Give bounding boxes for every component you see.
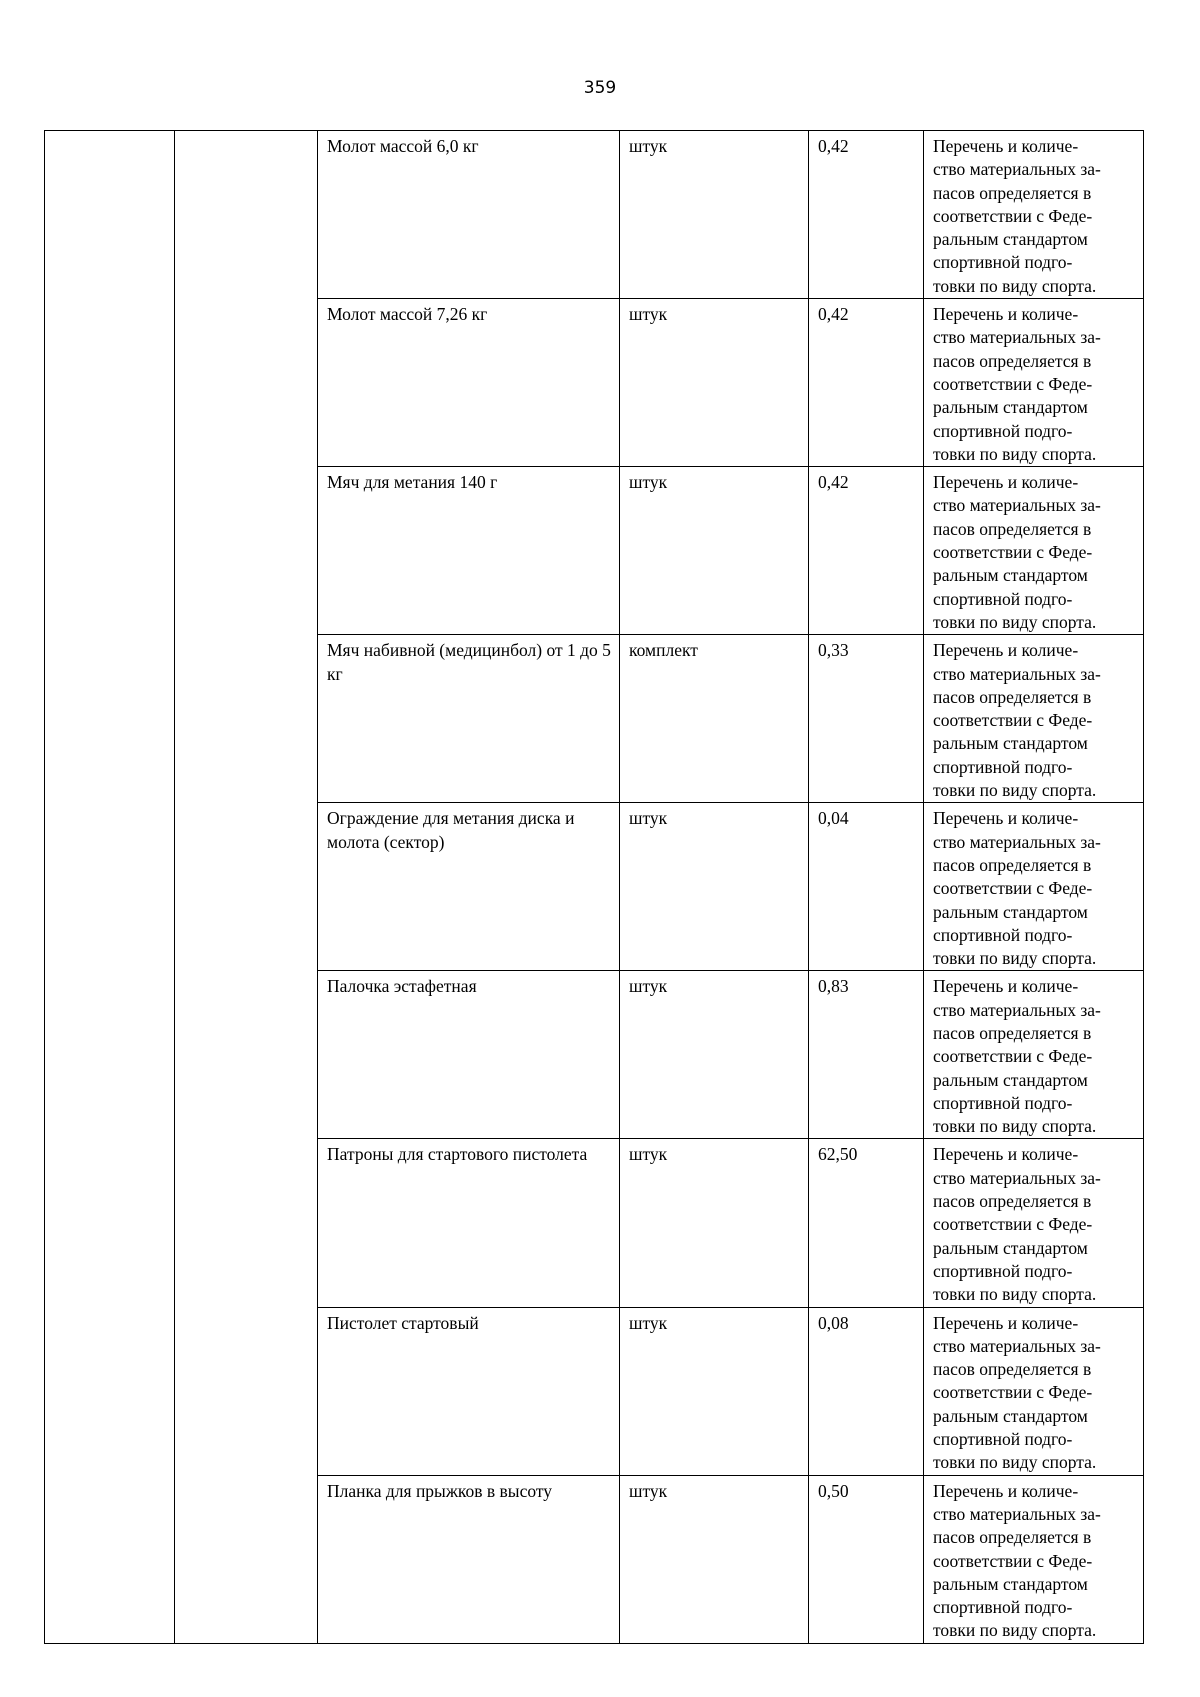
- note-line: товки по виду спорта.: [933, 443, 1097, 464]
- cell-item-name: Палочка эстафетная: [318, 971, 620, 1139]
- merged-cell-column-2: [175, 131, 318, 1644]
- note-line: Перечень и количе-: [933, 304, 1079, 325]
- note-line: Перечень и количе-: [933, 976, 1079, 997]
- note-line: пасов определяется в: [933, 854, 1092, 875]
- note-line: ральным стандартом: [933, 397, 1088, 418]
- note-line: пасов определяется в: [933, 1022, 1092, 1043]
- note-line: ство материальных за-: [933, 159, 1101, 180]
- cell-note: [924, 1139, 1144, 1307]
- cell-note: [924, 803, 1144, 971]
- cell-unit: штук: [620, 1307, 809, 1475]
- note-line: ральным стандартом: [933, 1405, 1088, 1426]
- cell-note: [924, 635, 1144, 803]
- cell-unit: штук: [620, 1475, 809, 1643]
- note-line: Перечень и количе-: [933, 472, 1079, 493]
- cell-unit: штук: [620, 803, 809, 971]
- cell-item-name: Ограждение для метания диска и молота (сектор): [318, 803, 620, 971]
- cell-quantity: 0,33: [809, 635, 924, 803]
- cell-unit: комплект: [620, 635, 809, 803]
- cell-note: [924, 971, 1144, 1139]
- note-line: соответствии с Феде-: [933, 542, 1093, 563]
- note-line: Перечень и количе-: [933, 640, 1079, 661]
- note-line: товки по виду спорта.: [933, 1452, 1097, 1473]
- note-line: пасов определяется в: [933, 182, 1092, 203]
- cell-quantity: 62,50: [809, 1139, 924, 1307]
- note-line: товки по виду спорта.: [933, 780, 1097, 801]
- cell-note: [924, 467, 1144, 635]
- cell-item-name: Молот массой 7,26 кг: [318, 299, 620, 467]
- cell-note: [924, 1475, 1144, 1643]
- note-line: соответствии с Феде-: [933, 1550, 1093, 1571]
- note-line: спортивной подго-: [933, 1260, 1073, 1281]
- note-line: ральным стандартом: [933, 1237, 1088, 1258]
- note-line: ство материальных за-: [933, 1335, 1101, 1356]
- note-line: пасов определяется в: [933, 350, 1092, 371]
- cell-unit: штук: [620, 131, 809, 299]
- note-line: товки по виду спорта.: [933, 275, 1097, 296]
- note-line: соответствии с Феде-: [933, 710, 1093, 731]
- cell-item-name: Мяч для метания 140 г: [318, 467, 620, 635]
- note-line: товки по виду спорта.: [933, 1620, 1097, 1641]
- note-line: соответствии с Феде-: [933, 878, 1093, 899]
- cell-item-name: Пистолет стартовый: [318, 1307, 620, 1475]
- cell-quantity: 0,42: [809, 299, 924, 467]
- table-row: [45, 131, 1144, 299]
- note-line: соответствии с Феде-: [933, 373, 1093, 394]
- cell-item-name: Молот массой 6,0 кг: [318, 131, 620, 299]
- note-line: соответствии с Феде-: [933, 1046, 1093, 1067]
- note-line: пасов определяется в: [933, 1191, 1092, 1212]
- cell-quantity: 0,42: [809, 467, 924, 635]
- cell-quantity: 0,83: [809, 971, 924, 1139]
- cell-quantity: 0,08: [809, 1307, 924, 1475]
- note-line: спортивной подго-: [933, 1092, 1073, 1113]
- note-line: ство материальных за-: [933, 1167, 1101, 1188]
- note-line: спортивной подго-: [933, 756, 1073, 777]
- note-line: соответствии с Феде-: [933, 1382, 1093, 1403]
- note-line: ральным стандартом: [933, 229, 1088, 250]
- cell-quantity: 0,42: [809, 131, 924, 299]
- note-line: пасов определяется в: [933, 518, 1092, 539]
- note-line: спортивной подго-: [933, 420, 1073, 441]
- note-line: пасов определяется в: [933, 1359, 1092, 1380]
- note-line: пасов определяется в: [933, 686, 1092, 707]
- note-line: ство материальных за-: [933, 1503, 1101, 1524]
- note-line: ральным стандартом: [933, 1069, 1088, 1090]
- note-line: Перечень и количе-: [933, 136, 1079, 156]
- note-line: спортивной подго-: [933, 1597, 1073, 1618]
- merged-cell-column-1: [45, 131, 175, 1644]
- page-number: 359: [583, 78, 617, 98]
- note-line: ральным стандартом: [933, 901, 1088, 922]
- note-line: соответствии с Феде-: [933, 1214, 1093, 1235]
- note-line: ральным стандартом: [933, 565, 1088, 586]
- note-line: Перечень и количе-: [933, 1144, 1079, 1165]
- note-line: ральным стандартом: [933, 733, 1088, 754]
- table-body: [45, 131, 1144, 1644]
- cell-quantity: 0,04: [809, 803, 924, 971]
- note-line: Перечень и количе-: [933, 1480, 1079, 1501]
- note-line: товки по виду спорта.: [933, 611, 1097, 632]
- note-line: спортивной подго-: [933, 1429, 1073, 1450]
- note-line: ство материальных за-: [933, 327, 1101, 348]
- note-line: спортивной подго-: [933, 924, 1073, 945]
- cell-unit: штук: [620, 299, 809, 467]
- cell-unit: штук: [620, 467, 809, 635]
- cell-note: [924, 131, 1144, 299]
- note-line: Перечень и количе-: [933, 808, 1079, 829]
- cell-item-name: Мяч набивной (медицинбол) от 1 до 5 кг: [318, 635, 620, 803]
- note-line: пасов определяется в: [933, 1527, 1092, 1548]
- note-line: ство материальных за-: [933, 663, 1101, 684]
- cell-item-name: Планка для прыжков в высоту: [318, 1475, 620, 1643]
- cell-quantity: 0,50: [809, 1475, 924, 1643]
- cell-note: [924, 299, 1144, 467]
- note-line: товки по виду спорта.: [933, 1116, 1097, 1137]
- cell-note: [924, 1307, 1144, 1475]
- note-line: ство материальных за-: [933, 495, 1101, 516]
- note-line: товки по виду спорта.: [933, 948, 1097, 969]
- cell-item-name: Патроны для стартового пистолета: [318, 1139, 620, 1307]
- note-line: спортивной подго-: [933, 588, 1073, 609]
- note-line: ство материальных за-: [933, 999, 1101, 1020]
- cell-unit: штук: [620, 971, 809, 1139]
- note-line: соответствии с Феде-: [933, 205, 1093, 226]
- note-line: Перечень и количе-: [933, 1312, 1079, 1333]
- equipment-table: [44, 130, 1144, 1644]
- cell-unit: штук: [620, 1139, 809, 1307]
- note-line: ральным стандартом: [933, 1573, 1088, 1594]
- note-line: спортивной подго-: [933, 252, 1073, 273]
- note-line: ство материальных за-: [933, 831, 1101, 852]
- note-line: товки по виду спорта.: [933, 1284, 1097, 1305]
